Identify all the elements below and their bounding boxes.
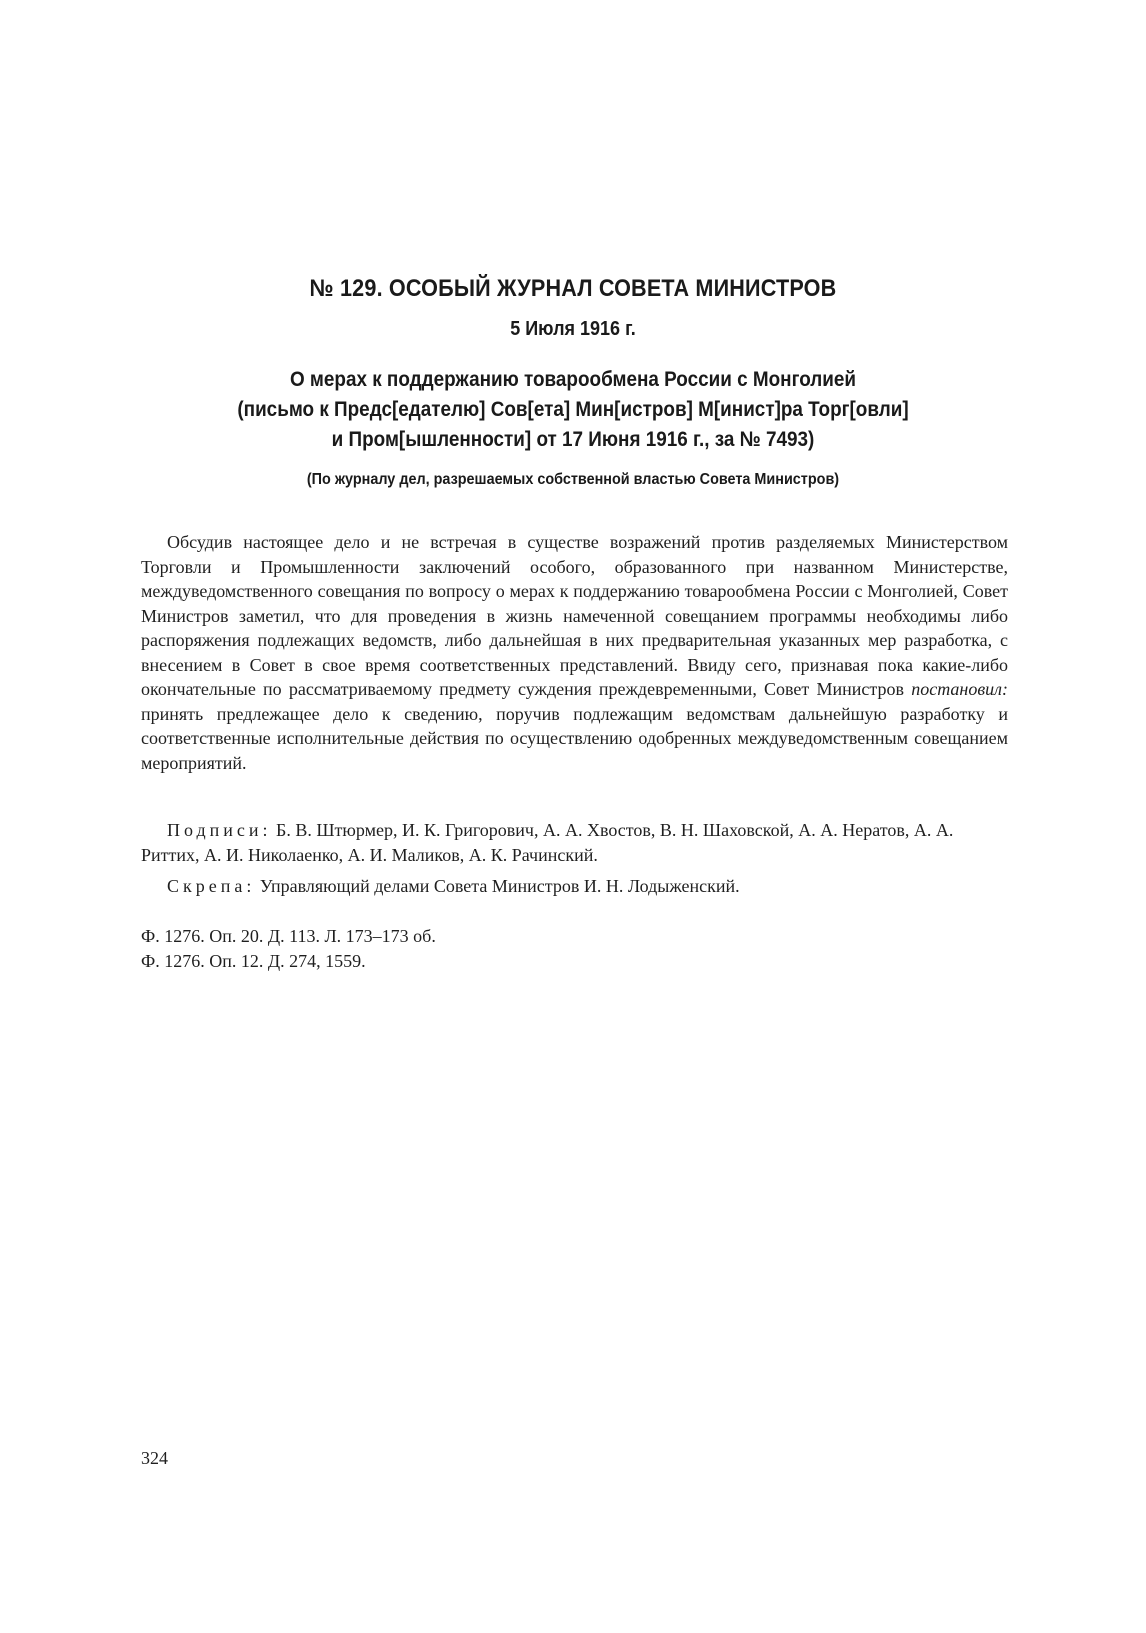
clasp-note [141,874,1008,899]
archive-ref: Ф. 1276. Оп. 12. Д. 274, 1559. [141,950,366,971]
document-title: № 129. ОСОБЫЙ ЖУРНАЛ СОВЕТА МИНИСТРОВ [309,275,837,302]
clasp-text: Управляющий делами Совета Министров И. Н. Лодыженский. [255,876,740,896]
paragraph-text: Обсудив настоящее дело и не встречая в существе возражений против разделяемых Министерством Торговли и Промышленности заключений особого, образованного при названном Министерстве, междуведомственного совещания по вопросу о мерах к поддержанию товарообмена России с Монголией, Совет Министров заметил, что для проведения в жизнь намеченной совещанием программы необходимы либо распоряжения подлежащих ведомств, либо дальнейшая в них предварительная указанных мер разработка, с внесением в Совет в свое время соответственных представлений. Ввиду сего, признавая пока какие-либо окончательные по рассматриваемому предмету суждения преждевременными, Совет Министров [141,532,1008,699]
signatures-label: Подписи: [167,820,272,840]
document-date: 5 Июля 1916 г. [510,318,636,340]
paragraph-emphasis: постановил: [911,679,1008,699]
archive-ref: Ф. 1276. Оп. 20. Д. 113. Л. 173–173 об. [141,926,436,946]
subject-line: и Пром[ышленности] от 17 Июня 1916 г., за № 7493) [331,428,815,451]
subject-line: О мерах к поддержанию товарообмена России с Монголией [289,368,857,391]
signatures-names: Б. В. Штюрмер, И. К. Григорович, А. А. Хвостов, В. Н. Шаховской, А. А. Нератов, А. А. Риттих, А. И. Николаенко, А. И. Маликов, А. К. Рачинский. [141,820,954,865]
signatures [141,818,1008,867]
subject-line: (письмо к Предс[едателю] Сов[ета] Мин[истров] М[инист]ра Торг[овли] [237,398,909,421]
source-note: (По журналу дел, разрешаемых собственной властью Совета Министров) [306,471,840,488]
page-number: 324 [141,1448,168,1468]
document-subject [57,365,1088,455]
body-paragraph [141,530,1008,775]
paragraph-text: принять предлежащее дело к сведению, поручив подлежащим ведомствам дальнейшую разработку и соответственные исполнительные действия по осуществлению одобренных междуведомственным совещанием мероприятий. [141,703,1008,773]
archive-references [141,924,1008,973]
clasp-label: Скрепа: [167,876,256,896]
